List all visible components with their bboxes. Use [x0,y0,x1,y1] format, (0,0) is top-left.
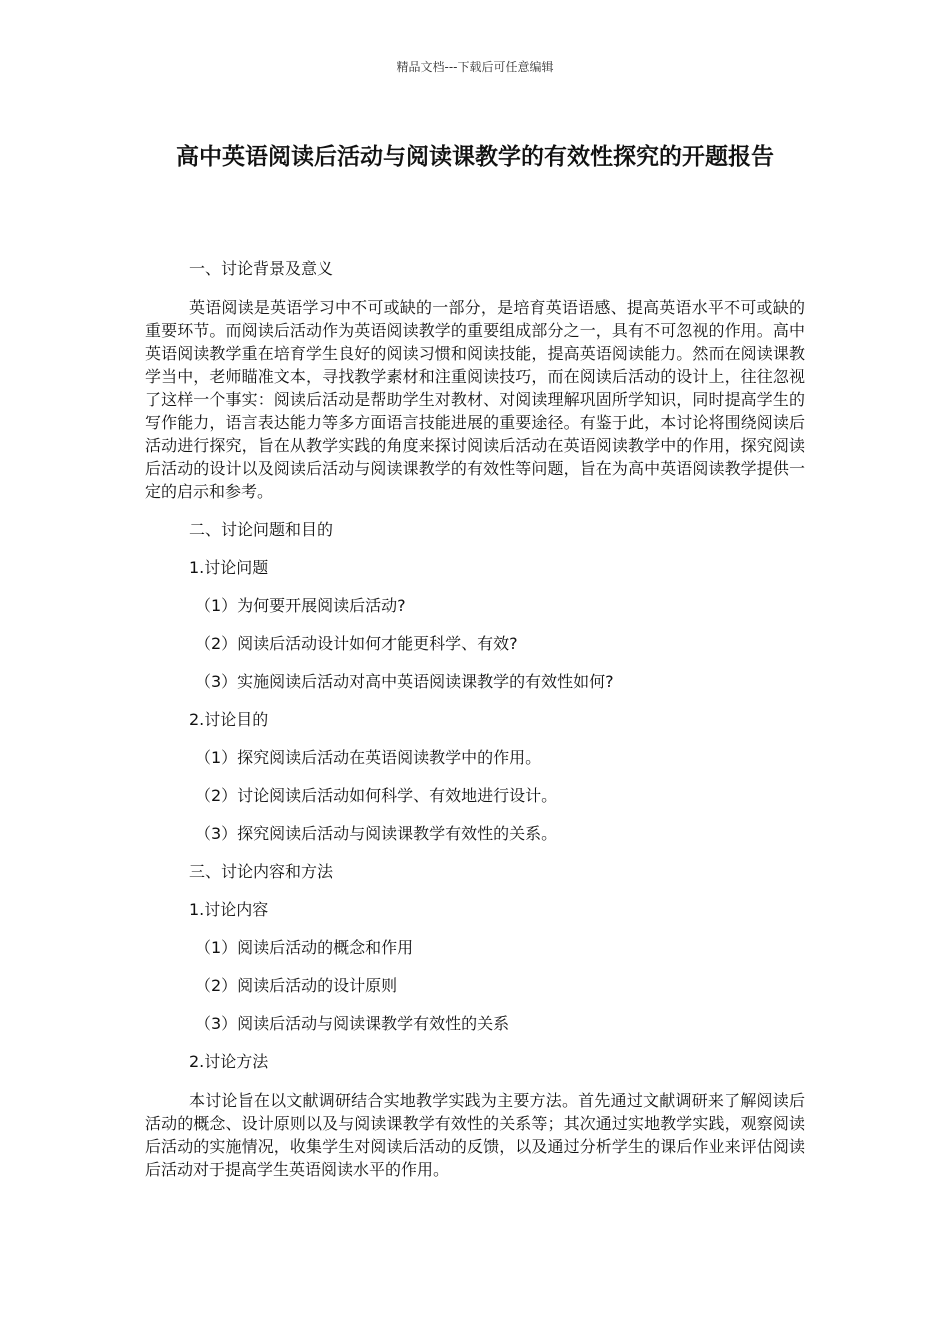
subsection-heading: 2.讨论方法 [189,1052,269,1071]
body-paragraph: 英语阅读是英语学习中不可或缺的一部分，是培育英语语感、提高英语水平不可或缺的重要环节。而阅读后活动作为英语阅读教学的重要组成部分之一，具有不可忽视的作用。高中英语阅读教学重在培育学生良好的阅读习惯和阅读技能，提高英语阅读能力。然而在阅读课教学当中，老师瞄准文本，寻找教学素材和注重阅读技巧，而在阅读后活动的设计上，往往忽视了这样一个事实：阅读后活动是帮助学生对教材、对阅读理解巩固所学知识，同时提高学生的写作能力，语言表达能力等多方面语言技能进展的重要途径。有鉴于此，本讨论将围绕阅读后活动进行探究，旨在从教学实践的角度来探讨阅读后活动在英语阅读教学中的作用，探究阅读后活动的设计以及阅读后活动与阅读课教学的有效性等问题，旨在为高中英语阅读教学提供一定的启示和参考。 [145,298,805,501]
section-heading: 三、讨论内容和方法 [189,862,334,881]
list-item: （2）讨论阅读后活动如何科学、有效地进行设计。 [195,786,558,805]
list-item: （3）阅读后活动与阅读课教学有效性的关系 [195,1014,510,1033]
body-paragraph: 本讨论旨在以文献调研结合实地教学实践为主要方法。首先通过文献调研来了解阅读后活动的概念、设计原则以及与阅读课教学有效性的关系等；其次通过实地教学实践，观察阅读后活动的实施情况，收集学生对阅读后活动的反馈，以及通过分析学生的课后作业来评估阅读后活动对于提高学生英语阅读水平的作用。 [145,1091,805,1179]
section-heading: 二、讨论问题和目的 [189,520,334,539]
section-heading: 一、讨论背景及意义 [189,259,334,278]
list-item: （1）探究阅读后活动在英语阅读教学中的作用。 [195,748,542,767]
list-item: （1）为何要开展阅读后活动? [195,596,406,615]
list-item: （3）探究阅读后活动与阅读课教学有效性的关系。 [195,824,558,843]
list-item: （3）实施阅读后活动对高中英语阅读课教学的有效性如何? [195,672,614,691]
document-body [145,258,805,1197]
list-item: （2）阅读后活动的设计原则 [195,976,398,995]
page-header-note: 精品文档---下载后可任意编辑 [396,60,554,74]
document-title: 高中英语阅读后活动与阅读课教学的有效性探究的开题报告 [176,144,774,170]
subsection-heading: 1.讨论内容 [189,900,269,919]
list-item: （2）阅读后活动设计如何才能更科学、有效? [195,634,518,653]
subsection-heading: 1.讨论问题 [189,558,269,577]
subsection-heading: 2.讨论目的 [189,710,269,729]
list-item: （1）阅读后活动的概念和作用 [195,938,414,957]
